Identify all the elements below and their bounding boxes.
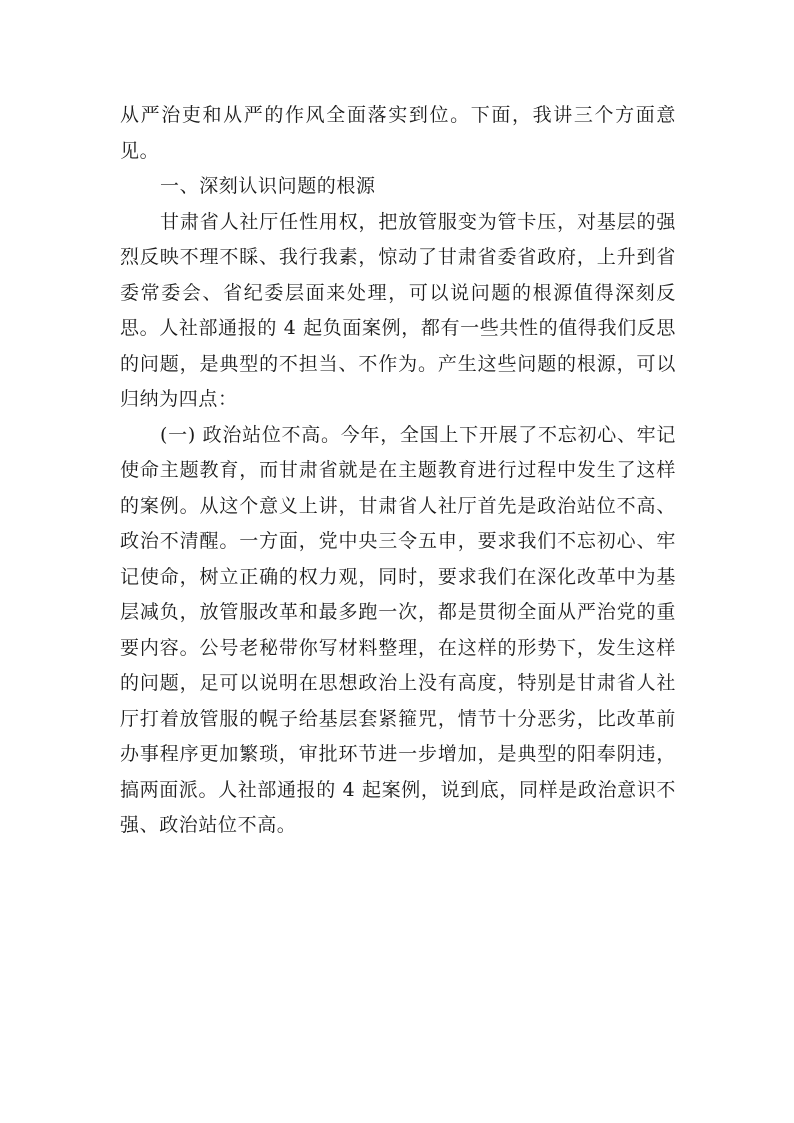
paragraph-intro: 从严治吏和从严的作风全面落实到位。下面，我讲三个方面意见。 — [120, 104, 676, 162]
document-body — [120, 98, 676, 844]
paragraph-background: 甘肃省人社厅任性用权，把放管服变为管卡压，对基层的强烈反映不理不睬、我行我素，惊动了甘肃省委省政府，上升到省委常委会、省纪委层面来处理，可以说问题的根源值得深刻反思。人社部通报的 4 起负面案例，都有一些共性的值得我们反思的问题，是典型的不担当、不作为。产生这些问题的根源，可以归纳为四点： — [120, 210, 676, 410]
paragraph-point-one: (一) 政治站位不高。今年，全国上下开展了不忘初心、牢记使命主题教育，而甘肃省就是在主题教育进行过程中发生了这样的案例。从这个意义上讲，甘肃省人社厅首先是政治站位不高、政治不清醒。一方面，党中央三令五申，要求我们不忘初心、牢记使命，树立正确的权力观，同时，要求我们在深化改革中为基层减负，放管服改革和最多跑一次，都是贯彻全面从严治党的重要内容。公号老秘带你写材料整理，在这样的形势下，发生这样的问题，足可以说明在思想政治上没有高度，特别是甘肃省人社厅打着放管服的幌子给基层套紧箍咒，情节十分恶劣，比改革前办事程序更加繁琐，审批环节进一步增加，是典型的阳奉阴违，搞两面派。人社部通报的 4 起案例，说到底，同样是政治意识不强、政治站位不高。 — [120, 423, 676, 836]
section-heading: 一、深刻认识问题的根源 — [160, 175, 376, 197]
